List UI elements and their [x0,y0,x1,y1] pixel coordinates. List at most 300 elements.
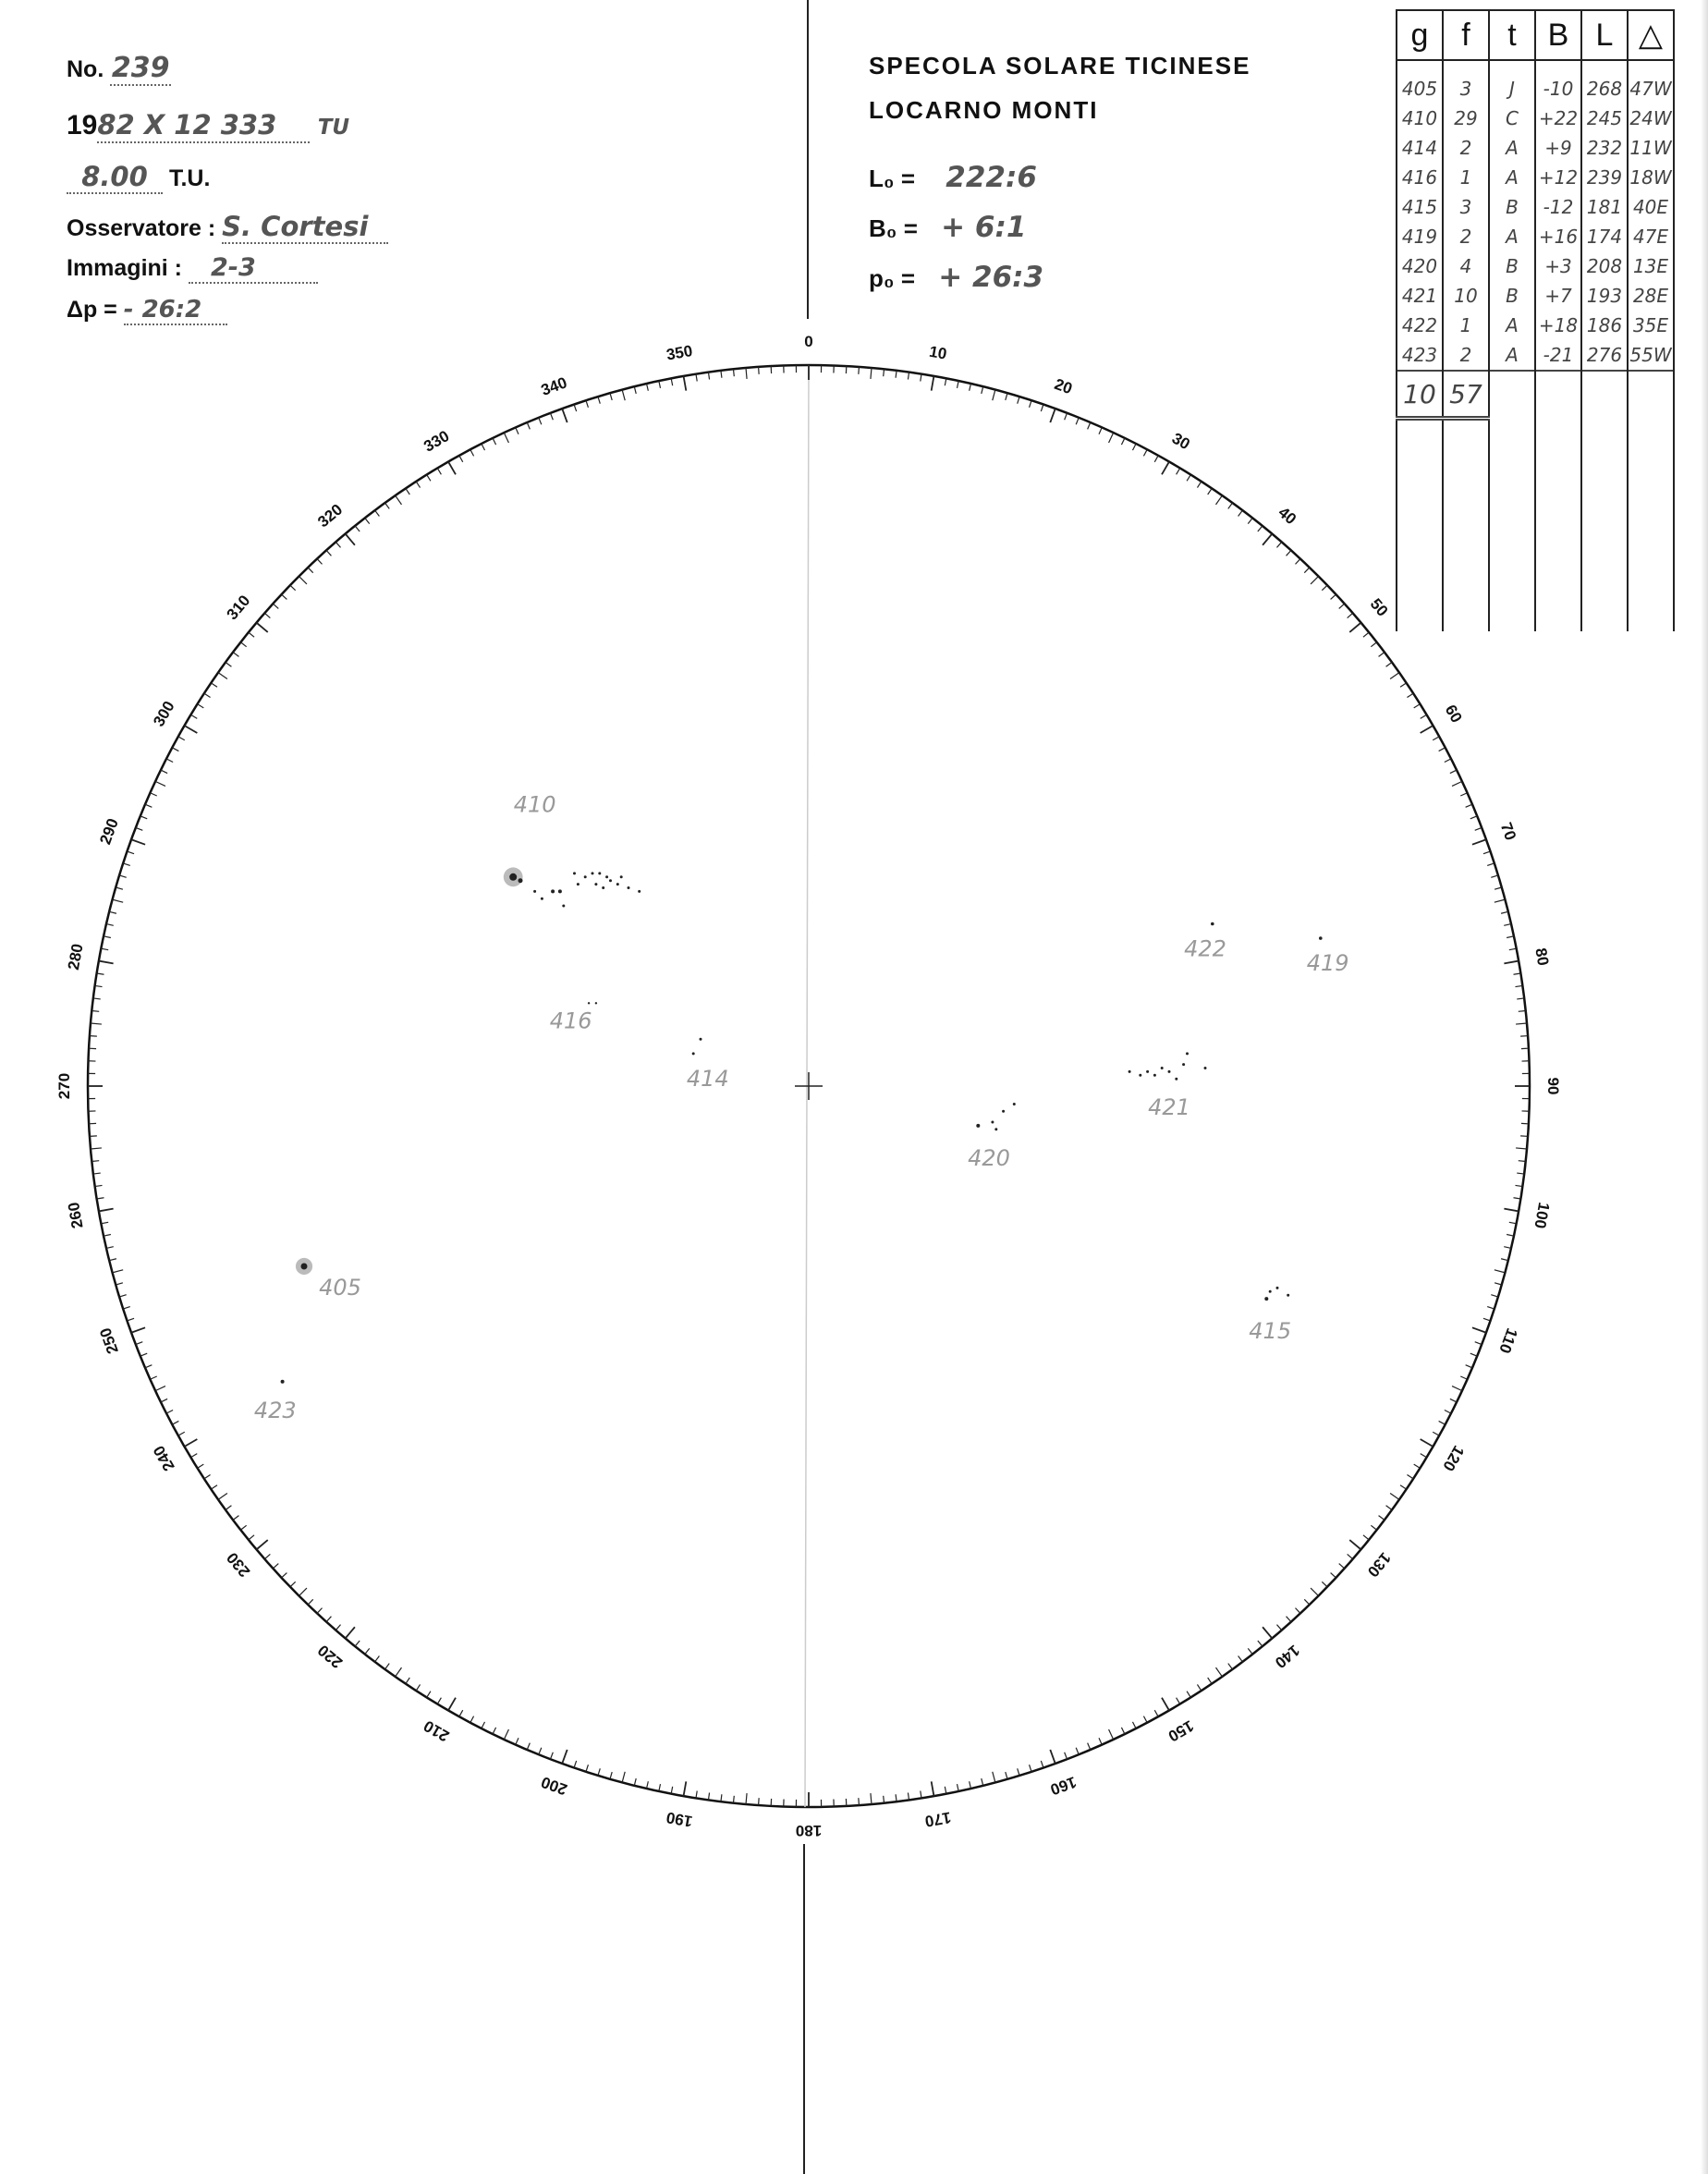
tick-mark [539,1748,542,1754]
scale-label: 90 [1544,1077,1562,1095]
tick-mark [1154,456,1158,462]
tick-mark [385,1664,390,1669]
tick-mark [1187,475,1190,482]
sunspot [1139,1074,1141,1077]
sunspot [558,889,562,893]
table-cell: 423 [1397,340,1443,371]
tick-mark [932,1781,934,1796]
table-cell: 174 [1581,222,1628,251]
tick-mark [198,1464,204,1468]
tick-mark [1515,985,1522,986]
tick-mark [101,948,108,950]
table-cell: 24W [1628,104,1674,133]
table-cell: -12 [1535,192,1581,222]
tick-mark [470,1716,474,1723]
scale-label: 270 [55,1072,73,1100]
tick-mark [1472,1327,1486,1332]
tick-mark [375,510,380,516]
tick-mark [155,781,165,786]
tick-mark [290,585,296,591]
tick-mark [1450,1398,1457,1402]
sunspot [1168,1070,1171,1073]
tick-mark [1501,911,1508,913]
table-cell: 422 [1397,311,1443,340]
group-label: 423 [253,1397,297,1423]
tick-mark [1414,1464,1421,1468]
tick-mark [1421,726,1434,733]
tick-mark [1331,594,1336,599]
institution-line-2: LOCARNO MONTI [869,96,1099,124]
scale-label: 50 [1366,594,1392,620]
tick-mark [264,613,270,617]
tick-mark [99,961,114,964]
tick-mark [190,1454,197,1458]
tick-mark [1421,1439,1434,1447]
tick-mark [93,1173,101,1174]
tick-mark [1517,998,1524,999]
tick-mark [1504,1247,1511,1249]
tick-mark [1258,526,1263,531]
table-cell: 239 [1581,163,1628,192]
table-cell: J [1489,60,1535,104]
table-cell: 419 [1397,222,1443,251]
tick-mark [493,1728,496,1734]
tick-mark [1460,1376,1467,1379]
tick-mark [336,542,340,547]
table-cell: 18W [1628,163,1674,192]
tick-mark [516,427,518,434]
tick-mark [970,384,971,391]
table-cell: A [1489,222,1535,251]
table-row [1397,251,1674,281]
tick-mark [375,1656,380,1662]
table-cell: 55W [1628,340,1674,371]
images-label: Immagini : [67,255,183,281]
tick-mark [185,726,198,733]
tick-mark [610,1772,612,1779]
tick-mark [92,1010,99,1011]
tick-mark [1121,438,1125,445]
tick-mark [190,714,197,718]
tick-mark [406,488,409,495]
sunspot-group-table [1396,9,1675,631]
tick-mark [273,1564,278,1569]
tick-mark [1076,1748,1079,1754]
table-cell [1535,419,1581,632]
tick-mark [1258,1641,1263,1646]
tick-mark [871,1793,872,1804]
observer-value: S. Cortesi [222,211,369,242]
tick-mark [282,594,287,599]
sunspot [1182,1063,1185,1066]
tick-mark [109,1259,116,1261]
tick-mark [1349,1540,1360,1549]
tick-mark [1304,568,1310,573]
tick-mark [733,369,734,376]
scale-label: 210 [421,1716,453,1745]
tick-mark [1177,468,1180,474]
sunspot [509,873,517,881]
tick-mark [123,863,130,865]
table-cell: 2 [1443,133,1489,163]
scale-label: 160 [1047,1773,1080,1799]
tick-mark [598,397,600,404]
ephemeris-value: 222:6 [946,161,1037,194]
table-cell: 245 [1581,104,1628,133]
tick-mark [1050,1750,1055,1764]
tick-mark [562,1750,567,1764]
scale-label: 40 [1275,503,1300,529]
sunspot [991,1121,994,1124]
tick-mark [1238,510,1243,516]
scale-label: 230 [223,1548,254,1581]
tick-mark [326,550,331,556]
table-cell: 28E [1628,281,1674,311]
tick-mark [1445,1410,1451,1413]
tick-mark [932,376,934,391]
tick-mark [1099,427,1102,434]
table-cell: +3 [1535,251,1581,281]
tick-mark [355,526,360,531]
sunspot [1161,1067,1164,1069]
scale-label: 120 [1439,1442,1468,1474]
delta-p-label: Δp = [67,297,117,323]
tick-mark [1509,948,1517,950]
table-cell: 29 [1443,104,1489,133]
time-unit: T.U. [168,165,211,191]
table-cell: 10 [1443,281,1489,311]
tick-mark [166,1410,173,1413]
table-cell: 416 [1397,163,1443,192]
sunspot [518,878,523,883]
tick-mark [136,1342,142,1345]
scale-label: 30 [1168,429,1193,454]
table-cell: A [1489,340,1535,371]
table-cell: 420 [1397,251,1443,281]
sunspot-group-labels [254,792,1349,1423]
table-row [1397,192,1674,222]
tick-mark [1470,816,1477,819]
table-cell: 47W [1628,60,1674,104]
tick-mark [759,367,760,374]
scale-label: 250 [96,1325,122,1357]
tick-mark [1238,1656,1243,1662]
table-cell: 186 [1581,311,1628,340]
tick-mark [1311,1588,1318,1595]
table-cell: C [1489,104,1535,133]
tick-mark [406,1678,409,1684]
tick-mark [696,374,697,382]
table-cell: +9 [1535,133,1581,163]
table-cell: 193 [1581,281,1628,311]
tick-mark [365,1648,370,1654]
tick-mark [459,1710,463,1716]
tick-mark [1501,1259,1508,1261]
table-cell: B [1489,281,1535,311]
table-cell: 268 [1581,60,1628,104]
table-header-row [1397,10,1674,60]
tick-mark [145,804,152,807]
scale-label: 330 [421,427,453,456]
tick-mark [317,559,322,565]
tick-mark [427,1692,431,1698]
tick-mark [1371,1525,1376,1530]
tick-mark [256,623,267,632]
sunspot [541,898,543,900]
sunspot [573,872,576,874]
tick-mark [427,475,431,482]
tick-mark [116,1283,123,1285]
tick-mark [131,839,145,844]
tick-mark [90,1036,97,1037]
tick-mark [336,1625,340,1630]
tick-mark [1494,1270,1506,1273]
scale-label: 340 [538,373,570,399]
tick-mark [1006,1772,1007,1779]
tick-mark [671,1787,673,1794]
tick-mark [346,533,355,544]
table-cell: +16 [1535,222,1581,251]
tick-mark [299,576,306,583]
tick-mark [317,1608,322,1614]
tick-mark [1177,1698,1180,1704]
tick-mark [1439,1421,1446,1424]
table-cell: B [1489,251,1535,281]
tick-mark [1162,462,1169,475]
tick-mark [945,378,946,385]
tick-mark [1348,613,1353,617]
tick-mark [634,1778,636,1786]
tick-mark [92,1161,99,1162]
tick-mark [256,1540,267,1549]
tick-mark [1494,899,1506,902]
table-cell: 40E [1628,192,1674,222]
tick-mark [574,404,577,411]
sunspot [628,886,630,889]
tick-mark [896,1794,897,1801]
tick-mark [859,1798,860,1805]
table-cell [1628,371,1674,419]
tick-mark [1143,1716,1147,1723]
sunspot [1186,1052,1189,1055]
tick-mark [1065,1753,1068,1759]
column-header: △ [1628,10,1674,60]
tick-mark [539,418,542,424]
tick-mark [104,936,111,938]
group-label: 416 [549,1008,592,1034]
tick-mark [1450,770,1457,774]
tick-mark [90,1136,97,1137]
sunspot [301,1264,308,1270]
tick-mark [871,368,872,379]
table-cell: +18 [1535,311,1581,340]
tick-mark [1519,1010,1526,1011]
ephemeris-value: + 6:1 [941,211,1027,244]
tick-mark [708,1792,709,1800]
tick-mark [1452,781,1462,786]
group-label: 420 [968,1144,1010,1171]
tick-mark [106,1247,114,1249]
tick-mark [1143,449,1147,456]
tick-mark [1483,1318,1491,1321]
table-cell: A [1489,311,1535,340]
sunspot [1002,1110,1005,1113]
sunspot [605,875,608,878]
table-cell: +7 [1535,281,1581,311]
tick-mark [145,1365,152,1368]
table-cell [1443,419,1489,632]
tick-mark [1216,1667,1223,1677]
tick-mark [1065,413,1068,420]
tick-mark [385,503,390,508]
table-cell: -10 [1535,60,1581,104]
tick-mark [1513,1198,1520,1199]
tick-mark [123,1307,130,1309]
tick-mark [282,1573,287,1578]
tick-mark [493,438,496,445]
tick-mark [178,737,185,740]
tick-mark [91,1023,102,1024]
tick-mark [113,1270,124,1273]
group-label: 421 [1148,1094,1190,1121]
column-header: t [1489,10,1535,60]
tick-mark [1208,488,1212,495]
tick-mark [97,973,104,974]
sunspot [281,1380,285,1384]
institution-line-1: SPECOLA SOLARE TICINESE [869,52,1251,79]
tick-mark [226,663,231,667]
table-total-row [1397,371,1674,419]
tick-mark [1466,804,1472,807]
scale-label: 290 [96,815,122,848]
tick-mark [1520,1036,1528,1037]
sunspot [638,890,640,893]
tick-mark [119,875,127,877]
tick-mark [586,1765,588,1772]
tick-mark [696,1790,697,1798]
tick-mark [598,1768,600,1776]
tick-mark [233,1516,238,1521]
tick-mark [610,393,612,400]
sunspot [1128,1070,1131,1073]
tick-mark [759,1798,760,1805]
tick-mark [1407,693,1413,697]
tick-mark [586,400,588,408]
tick-mark [240,1525,246,1530]
table-row [1397,60,1674,104]
tick-mark [365,518,370,523]
tick-mark [416,1684,420,1691]
tick-mark [993,390,995,401]
tick-mark [1460,793,1467,796]
tick-mark [218,1494,227,1500]
tick-mark [93,998,101,999]
tick-mark [290,1582,296,1587]
tick-mark [1390,673,1399,679]
delta-p-value: - 26:2 [123,296,202,324]
scale-label: 10 [927,342,948,363]
tick-mark [1520,1136,1528,1137]
tick-mark [101,1222,108,1224]
tick-mark [264,1554,270,1558]
sunspot [533,890,536,893]
tick-mark [647,1781,649,1789]
sunspot [994,1128,997,1130]
tick-mark [1099,1738,1102,1744]
tick-mark [1470,1353,1477,1356]
scale-label: 0 [804,333,813,350]
sunspot [1013,1103,1016,1105]
tick-mark [1507,1235,1514,1237]
tick-mark [1433,737,1439,740]
scale-label: 300 [150,698,178,730]
ephemeris-value: + 26:3 [938,261,1044,294]
table-cell: 3 [1443,60,1489,104]
column-header: g [1397,10,1443,60]
tick-mark [527,1743,530,1750]
tick-mark [1132,444,1136,450]
tick-mark [721,1794,722,1801]
group-label: 419 [1306,950,1349,977]
tick-mark [185,1439,198,1447]
tick-mark [119,1295,127,1297]
tick-mark [131,1327,145,1332]
sunspot [595,1002,597,1004]
tick-mark [1121,1728,1125,1734]
tick-mark [1515,1185,1522,1186]
date-suffix: TU [317,116,350,140]
tick-mark [99,1209,114,1212]
sunspot [588,1002,590,1004]
sunspot [592,872,594,874]
tick-mark [299,1588,306,1595]
tick-mark [1208,1678,1212,1684]
ephemeris-label: p₀ = [869,264,916,292]
scale-label: 140 [1271,1641,1303,1672]
tick-mark [1379,653,1385,657]
sunspot [1319,936,1323,940]
tick-mark [1248,1648,1252,1654]
table-cell: 11W [1628,133,1674,163]
table-row [1397,104,1674,133]
sunspot [594,883,597,885]
tick-mark [1504,1209,1519,1212]
tick-mark [1276,1625,1281,1630]
tick-mark [1006,393,1007,400]
tick-mark [1519,1161,1526,1162]
sheet-number-label: No. [67,56,104,82]
tick-mark [1386,663,1392,667]
tick-mark [1050,409,1055,422]
tick-mark [1088,1743,1091,1750]
tick-mark [945,1787,946,1794]
tick-mark [106,924,114,926]
tick-mark [1263,533,1272,544]
table-cell: 421 [1397,281,1443,311]
tick-mark [459,456,463,462]
images-value: 2-3 [210,253,256,282]
sunspot [1146,1070,1149,1073]
tick-mark [908,373,909,380]
scale-label: 240 [150,1442,178,1474]
sunspot [562,905,565,908]
scale-label: 320 [314,500,347,531]
tick-mark [1304,1599,1310,1605]
tick-mark [1483,851,1491,854]
table-cell: -21 [1535,340,1581,371]
sunspot [1211,922,1214,926]
table-cell: 2 [1443,222,1489,251]
